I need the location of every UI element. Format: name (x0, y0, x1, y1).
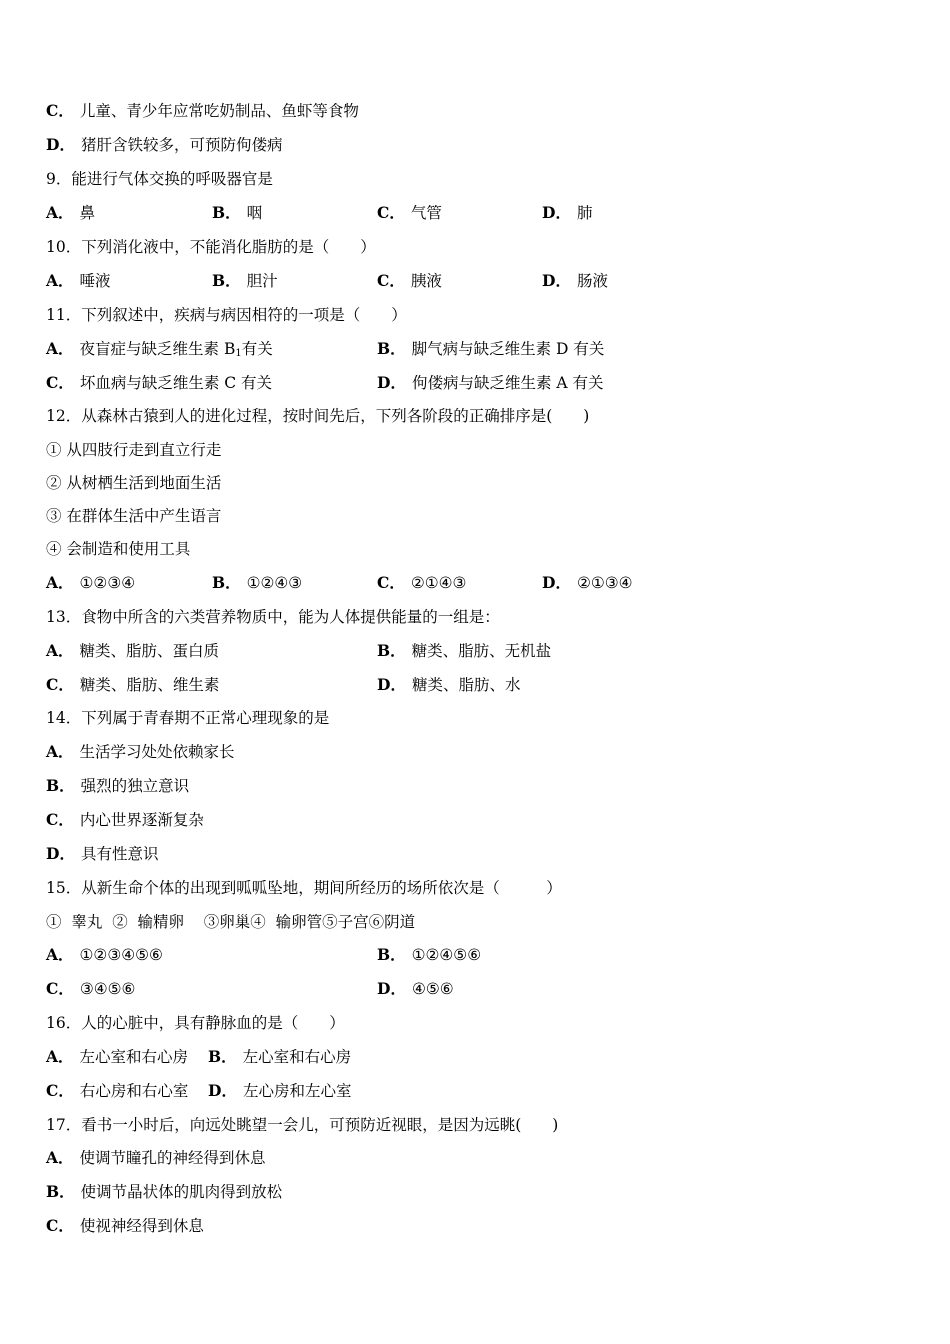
option-label: B． (377, 339, 406, 358)
option-text: 生活学习处处依赖家长 (79, 743, 235, 761)
q9-option-c (377, 201, 442, 225)
q10-option-b (212, 269, 278, 293)
option-text: 脚气病与缺乏维生素 D 有关 (411, 340, 605, 358)
option-label: D． (377, 373, 406, 392)
q9-option-a (46, 201, 95, 225)
option-label: D． (542, 271, 571, 290)
option-text: 肠液 (576, 272, 608, 290)
option-label: B． (377, 641, 406, 660)
q12-item-3: ③ 在群体生活中产生语言 (46, 507, 222, 525)
q16-option-b (208, 1045, 351, 1069)
q15-option-c (46, 977, 135, 1001)
q12-item-2: ② 从树栖生活到地面生活 (46, 474, 222, 492)
q8-option-c (46, 99, 359, 123)
option-label: B． (212, 573, 241, 592)
q9-stem: 9．能进行气体交换的呼吸器官是 (46, 170, 273, 188)
option-label: B． (208, 1047, 237, 1066)
option-label: C． (377, 203, 405, 222)
option-text: 使调节瞳孔的神经得到休息 (79, 1149, 266, 1167)
option-text: 左心室和右心房 (242, 1048, 352, 1066)
q14-option-a (46, 740, 235, 764)
option-text: 胰液 (410, 272, 442, 290)
option-label: B． (46, 1182, 75, 1201)
option-label: A． (46, 573, 74, 592)
option-label: C． (46, 1216, 74, 1235)
q12-stem: 12．从森林古猿到人的进化过程，按时间先后，下列各阶段的正确排序是( ) (46, 407, 590, 425)
q14-option-c (46, 808, 204, 832)
option-label: A． (46, 339, 74, 358)
option-label: A． (46, 641, 74, 660)
option-text-suffix: 有关 (241, 340, 273, 358)
option-label: D． (542, 573, 571, 592)
q13-option-b (377, 639, 551, 663)
option-label: C． (46, 979, 74, 998)
option-text: 右心房和右心室 (79, 1082, 189, 1100)
q16-stem: 16．人的心脏中，具有静脉血的是（ ） (46, 1014, 345, 1032)
option-text: 唾液 (79, 272, 111, 290)
option-text: ①②③④⑤⑥ (79, 946, 163, 964)
option-label: B． (377, 945, 406, 964)
q17-stem: 17．看书一小时后，向远处眺望一会儿，可预防近视眼，是因为远眺( ) (46, 1116, 559, 1134)
option-label: C． (377, 573, 405, 592)
q11-option-d (377, 371, 604, 395)
option-text: ①②③④ (79, 574, 136, 592)
option-text: 咽 (246, 204, 263, 222)
option-label: B． (46, 776, 75, 795)
q11-option-c (46, 371, 272, 395)
option-text: 气管 (410, 204, 442, 222)
q17-option-b (46, 1180, 282, 1204)
q15-option-b (377, 943, 481, 967)
q12-option-d (542, 571, 633, 595)
option-label: D． (208, 1081, 237, 1100)
q12-item-1: ① 从四肢行走到直立行走 (46, 441, 222, 459)
option-text: 肺 (576, 204, 593, 222)
option-text: 左心房和左心室 (242, 1082, 352, 1100)
q14-option-b (46, 774, 189, 798)
q13-option-c (46, 673, 219, 697)
option-text: ④⑤⑥ (411, 980, 454, 998)
option-text: 糖类、脂肪、无机盐 (411, 642, 552, 660)
q9-option-d (542, 201, 592, 225)
q12-option-a (46, 571, 135, 595)
option-label: A． (46, 271, 74, 290)
q13-option-d (377, 673, 520, 697)
option-label: A． (46, 203, 74, 222)
option-text: 儿童、青少年应常吃奶制品、鱼虾等食物 (79, 102, 359, 120)
option-text: 具有性意识 (80, 845, 159, 863)
option-label: D． (46, 844, 75, 863)
option-text: 猪肝含铁较多，可预防佝偻病 (80, 136, 283, 154)
option-label: D． (377, 979, 406, 998)
option-label: A． (46, 1047, 74, 1066)
option-label: A． (46, 945, 74, 964)
q17-option-c (46, 1214, 204, 1238)
q15-items: ① 睾丸 ② 输精卵 ③卵巢④ 输卵管⑤子宫⑥阴道 (46, 913, 416, 931)
option-label: C． (377, 271, 405, 290)
q10-option-d (542, 269, 608, 293)
q8-option-d (46, 133, 282, 157)
q13-option-a (46, 639, 219, 663)
option-label: B． (212, 203, 241, 222)
option-text: ②①③④ (576, 574, 633, 592)
q11-option-b (377, 337, 604, 361)
option-text: ①②④⑤⑥ (411, 946, 482, 964)
q14-stem: 14．下列属于青春期不正常心理现象的是 (46, 709, 330, 727)
subscript: 1 (235, 348, 242, 359)
option-text: ③④⑤⑥ (79, 980, 136, 998)
option-text: 糖类、脂肪、蛋白质 (79, 642, 220, 660)
option-text: 糖类、脂肪、水 (411, 676, 521, 694)
q12-item-4: ④ 会制造和使用工具 (46, 540, 191, 558)
q15-stem: 15．从新生命个体的出现到呱呱坠地，期间所经历的场所依次是（ ） (46, 879, 562, 897)
option-label: C． (46, 1081, 74, 1100)
q11-option-a (46, 337, 273, 366)
q11-stem: 11．下列叙述中，疾病与病因相符的一项是（ ） (46, 306, 407, 324)
q10-stem: 10．下列消化液中，不能消化脂肪的是（ ） (46, 238, 376, 256)
option-text: 佝偻病与缺乏维生素 A 有关 (411, 374, 604, 392)
q12-option-c (377, 571, 466, 595)
q16-option-d (208, 1079, 351, 1103)
option-label: D． (46, 135, 75, 154)
q14-option-d (46, 842, 158, 866)
option-text: ②①④③ (410, 574, 467, 592)
q10-option-c (377, 269, 442, 293)
option-text: 夜盲症与缺乏维生素 B (79, 340, 236, 358)
option-text: 坏血病与缺乏维生素 C 有关 (79, 374, 273, 392)
option-label: C． (46, 101, 74, 120)
option-text: ①②④③ (246, 574, 303, 592)
q17-option-a (46, 1146, 266, 1170)
option-label: A． (46, 1148, 74, 1167)
q16-option-c (46, 1079, 188, 1103)
q13-stem: 13．食物中所含的六类营养物质中，能为人体提供能量的一组是： (46, 608, 500, 626)
option-text: 左心室和右心房 (79, 1048, 189, 1066)
option-label: D． (377, 675, 406, 694)
option-text: 糖类、脂肪、维生素 (79, 676, 220, 694)
option-label: B． (212, 271, 241, 290)
option-label: D． (542, 203, 571, 222)
option-text: 使视神经得到休息 (79, 1217, 204, 1235)
q10-option-a (46, 269, 111, 293)
q15-option-a (46, 943, 163, 967)
q12-option-b (212, 571, 302, 595)
q16-option-a (46, 1045, 188, 1069)
option-label: C． (46, 675, 74, 694)
option-text: 胆汁 (246, 272, 278, 290)
option-text: 鼻 (79, 204, 96, 222)
q15-option-d (377, 977, 454, 1001)
option-text: 内心世界逐渐复杂 (79, 811, 204, 829)
option-text: 使调节晶状体的肌肉得到放松 (80, 1183, 283, 1201)
option-label: C． (46, 373, 74, 392)
option-label: A． (46, 742, 74, 761)
option-label: C． (46, 810, 74, 829)
q9-option-b (212, 201, 262, 225)
option-text: 强烈的独立意识 (80, 777, 190, 795)
